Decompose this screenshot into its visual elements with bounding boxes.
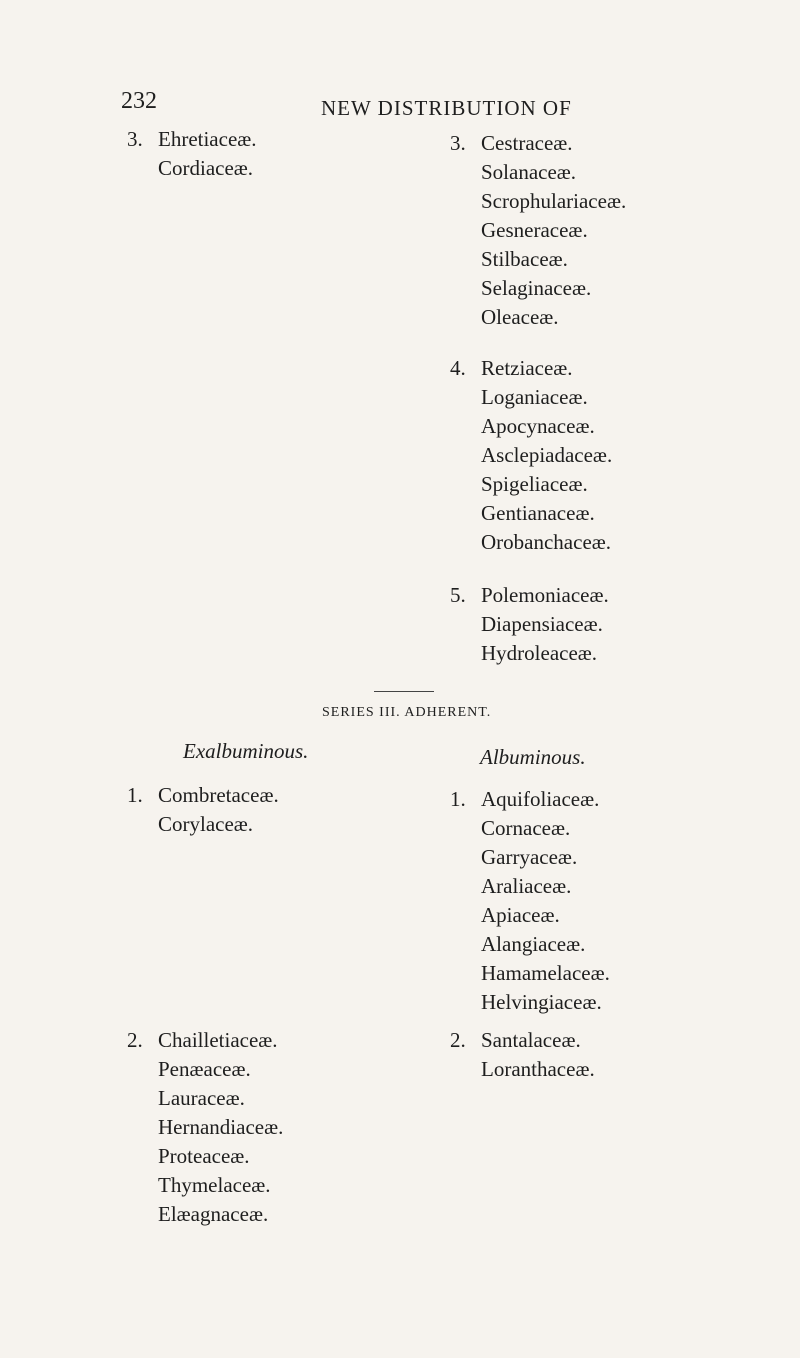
group-number: 5. (450, 583, 466, 607)
list-item (450, 354, 626, 383)
list-item (481, 988, 610, 1017)
list-item (481, 499, 626, 528)
list-item (481, 639, 626, 668)
family-name: Apiaceæ. (481, 903, 560, 927)
list-item (481, 959, 610, 988)
family-name: Orobanchaceæ. (481, 530, 612, 554)
group-1-right (450, 785, 610, 1017)
list-item (158, 154, 257, 183)
family-name: Cornaceæ. (481, 816, 571, 840)
lower-left-column (127, 781, 284, 1229)
list-item (481, 441, 626, 470)
left-subheading: Exalbuminous. (183, 739, 309, 763)
family-name: Loganiaceæ. (481, 385, 588, 409)
group-3-right (450, 129, 627, 332)
family-name: Araliaceæ. (481, 874, 572, 898)
group-number: 2. (450, 1028, 466, 1052)
family-name: Selaginaceæ. (481, 276, 592, 300)
group-number: 1. (450, 787, 466, 811)
list-item (481, 383, 626, 412)
group-number: 3. (127, 127, 143, 151)
group-2-left (127, 1026, 284, 1229)
list-item (158, 1055, 283, 1084)
list-item (158, 810, 283, 839)
list-item (481, 814, 610, 843)
list-item (158, 1171, 283, 1200)
family-name: Loranthaceæ. (481, 1057, 595, 1081)
list-item (158, 1200, 283, 1229)
family-name: Cestraceæ. (481, 131, 573, 155)
family-name: Gentianaceæ. (481, 501, 595, 525)
family-name: Corylaceæ. (158, 812, 254, 836)
family-name: Polemoniaceæ. (481, 583, 609, 607)
family-name: Chailletiaceæ. (158, 1028, 278, 1052)
family-name: Cordiaceæ. (158, 156, 254, 180)
list-item (127, 1026, 283, 1055)
list-item (481, 187, 626, 216)
list-item (481, 610, 626, 639)
family-name: Stilbaceæ. (481, 247, 568, 271)
upper-right-column (450, 129, 627, 668)
list-item (450, 1026, 610, 1055)
list-item (450, 129, 626, 158)
section-divider (374, 691, 434, 692)
family-name: Apocynaceæ. (481, 414, 595, 438)
list-item (450, 581, 626, 610)
group-4-right (450, 354, 626, 557)
family-name: Garryaceæ. (481, 845, 578, 869)
group-2-right (450, 1026, 610, 1084)
list-item (158, 1142, 283, 1171)
family-name: Oleaceæ. (481, 305, 559, 329)
family-name: Alangiaceæ. (481, 932, 586, 956)
series-title: SERIES III. ADHERENT. (322, 705, 492, 720)
family-name: Solanaceæ. (481, 160, 577, 184)
family-name: Gesneraceæ. (481, 218, 588, 242)
list-item (481, 901, 610, 930)
family-name: Elæagnaceæ. (158, 1202, 269, 1226)
group-number: 4. (450, 356, 466, 380)
group-5-right (450, 581, 626, 668)
group-number: 1. (127, 783, 143, 807)
list-item (481, 412, 626, 441)
running-head: NEW DISTRIBUTION OF (321, 96, 572, 120)
family-name: Retziaceæ. (481, 356, 573, 380)
list-item (158, 1084, 283, 1113)
family-name: Spigeliaceæ. (481, 472, 588, 496)
lower-right-column (450, 785, 610, 1084)
list-item (481, 872, 610, 901)
list-item (481, 843, 610, 872)
family-name: Diapensiaceæ. (481, 612, 603, 636)
family-name: Combretaceæ. (158, 783, 279, 807)
group-number: 3. (450, 131, 466, 155)
family-name: Scrophulariaceæ. (481, 189, 627, 213)
family-name: Aquifoliaceæ. (481, 787, 600, 811)
family-name: Ehretiaceæ. (158, 127, 257, 151)
family-name: Asclepiadaceæ. (481, 443, 613, 467)
group-1-left (127, 781, 283, 839)
group-3-left (127, 125, 257, 183)
right-subheading: Albuminous. (480, 745, 586, 769)
family-name: Lauraceæ. (158, 1086, 245, 1110)
list-item (127, 125, 257, 154)
list-item (127, 781, 283, 810)
group-number: 2. (127, 1028, 143, 1052)
list-item (158, 1113, 283, 1142)
list-item (481, 274, 626, 303)
page-number: 232 (121, 88, 157, 114)
list-item (481, 303, 626, 332)
list-item (481, 158, 626, 187)
list-item (481, 528, 626, 557)
family-name: Proteaceæ. (158, 1144, 250, 1168)
list-item (481, 930, 610, 959)
family-name: Penæaceæ. (158, 1057, 251, 1081)
family-name: Helvingiaceæ. (481, 990, 602, 1014)
list-item (481, 216, 626, 245)
family-name: Hamamelaceæ. (481, 961, 610, 985)
list-item (450, 785, 610, 814)
family-name: Thymelaceæ. (158, 1173, 271, 1197)
list-item (481, 470, 626, 499)
family-name: Santalaceæ. (481, 1028, 581, 1052)
family-name: Hydroleaceæ. (481, 641, 598, 665)
list-item (481, 245, 626, 274)
list-item (481, 1055, 610, 1084)
family-name: Hernandiaceæ. (158, 1115, 284, 1139)
upper-left-column (127, 125, 257, 183)
